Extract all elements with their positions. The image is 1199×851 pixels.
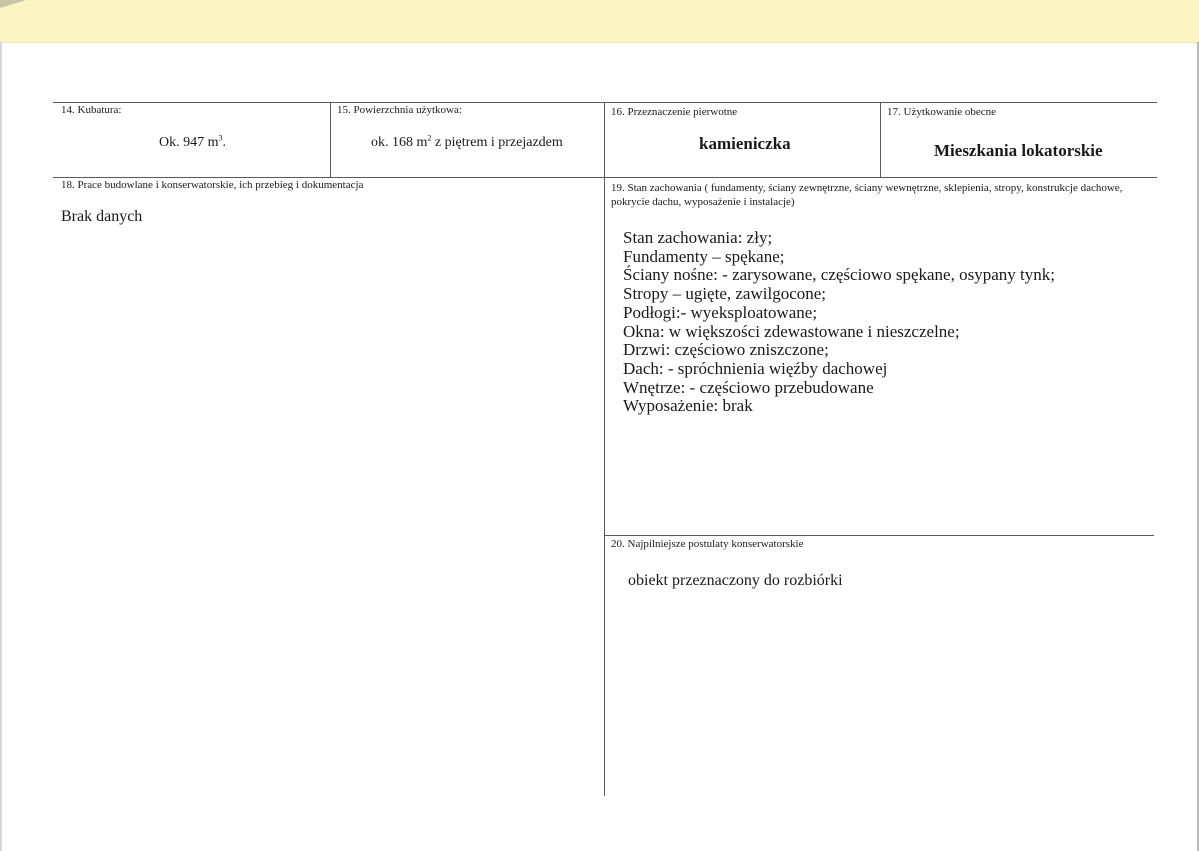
kubatura-label: 14. Kubatura: xyxy=(61,104,122,116)
uzytkowanie-value: Mieszkania lokatorskie xyxy=(934,141,1103,160)
stan-line: Stropy – ugięte, zawilgocone; xyxy=(623,284,827,304)
stan-line: Dach: - spróchnienia więźby dachowej xyxy=(623,358,888,378)
divider-16-17 xyxy=(880,102,881,177)
prace-label: 18. Prace budowlane i konserwatorskie, ich przebieg i dokumentacja xyxy=(61,179,364,191)
scan-top-band xyxy=(0,0,1199,43)
przeznaczenie-label: 16. Przeznaczenie pierwotne xyxy=(611,106,738,118)
row1-bottom-border xyxy=(53,177,1157,178)
stan-line: Podłogi:- wyeksploatowane; xyxy=(623,302,818,322)
przeznaczenie-value: kamieniczka xyxy=(699,134,791,153)
stan-line: Wnętrze: - częściowo przebudowane xyxy=(623,377,874,397)
scan-left-edge xyxy=(0,42,2,851)
postulaty-value: obiekt przeznaczony do rozbiórki xyxy=(628,572,843,589)
stan-line: Okna: w większości zdewastowane i nieszczelne; xyxy=(623,321,960,341)
stan-line: Stan zachowania: zły; xyxy=(623,228,773,247)
stan-line: Wyposażenie: brak xyxy=(623,396,753,416)
stan-line: Ściany nośne: - zarysowane, częściowo spękane, osypany tynk; xyxy=(623,265,1055,285)
stan-label: 19. Stan zachowania ( fundamenty, ściany zewnętrzne, ściany wewnętrzne, sklepienia, stropy, konstrukcje dachowe, pokrycie dachu, wyposażenie i instalacje) xyxy=(611,182,1123,208)
kubatura-value: Ok. 947 $m^3$. xyxy=(159,133,226,150)
postulaty-label: 20. Najpilniejsze postulaty konserwatorskie xyxy=(611,538,804,550)
stan-line: Drzwi: częściowo zniszczone; xyxy=(623,340,829,360)
uzytkowanie-label: 17. Użytkowanie obecne xyxy=(887,106,997,118)
scan-corner-mark xyxy=(0,0,26,8)
prace-value: Brak danych xyxy=(61,208,143,225)
section20-top-border xyxy=(604,535,1154,536)
powierzchnia-label: 15. Powierzchnia użytkowa: xyxy=(337,104,462,116)
stan-lines xyxy=(623,229,1055,416)
powierzchnia-value: ok. 168 $m^2$ z piętrem i przejazdem xyxy=(371,133,563,150)
stan-line: Fundamenty – spękane; xyxy=(623,246,785,266)
divider-14-15 xyxy=(330,102,331,177)
row1-top-border xyxy=(53,102,1157,103)
